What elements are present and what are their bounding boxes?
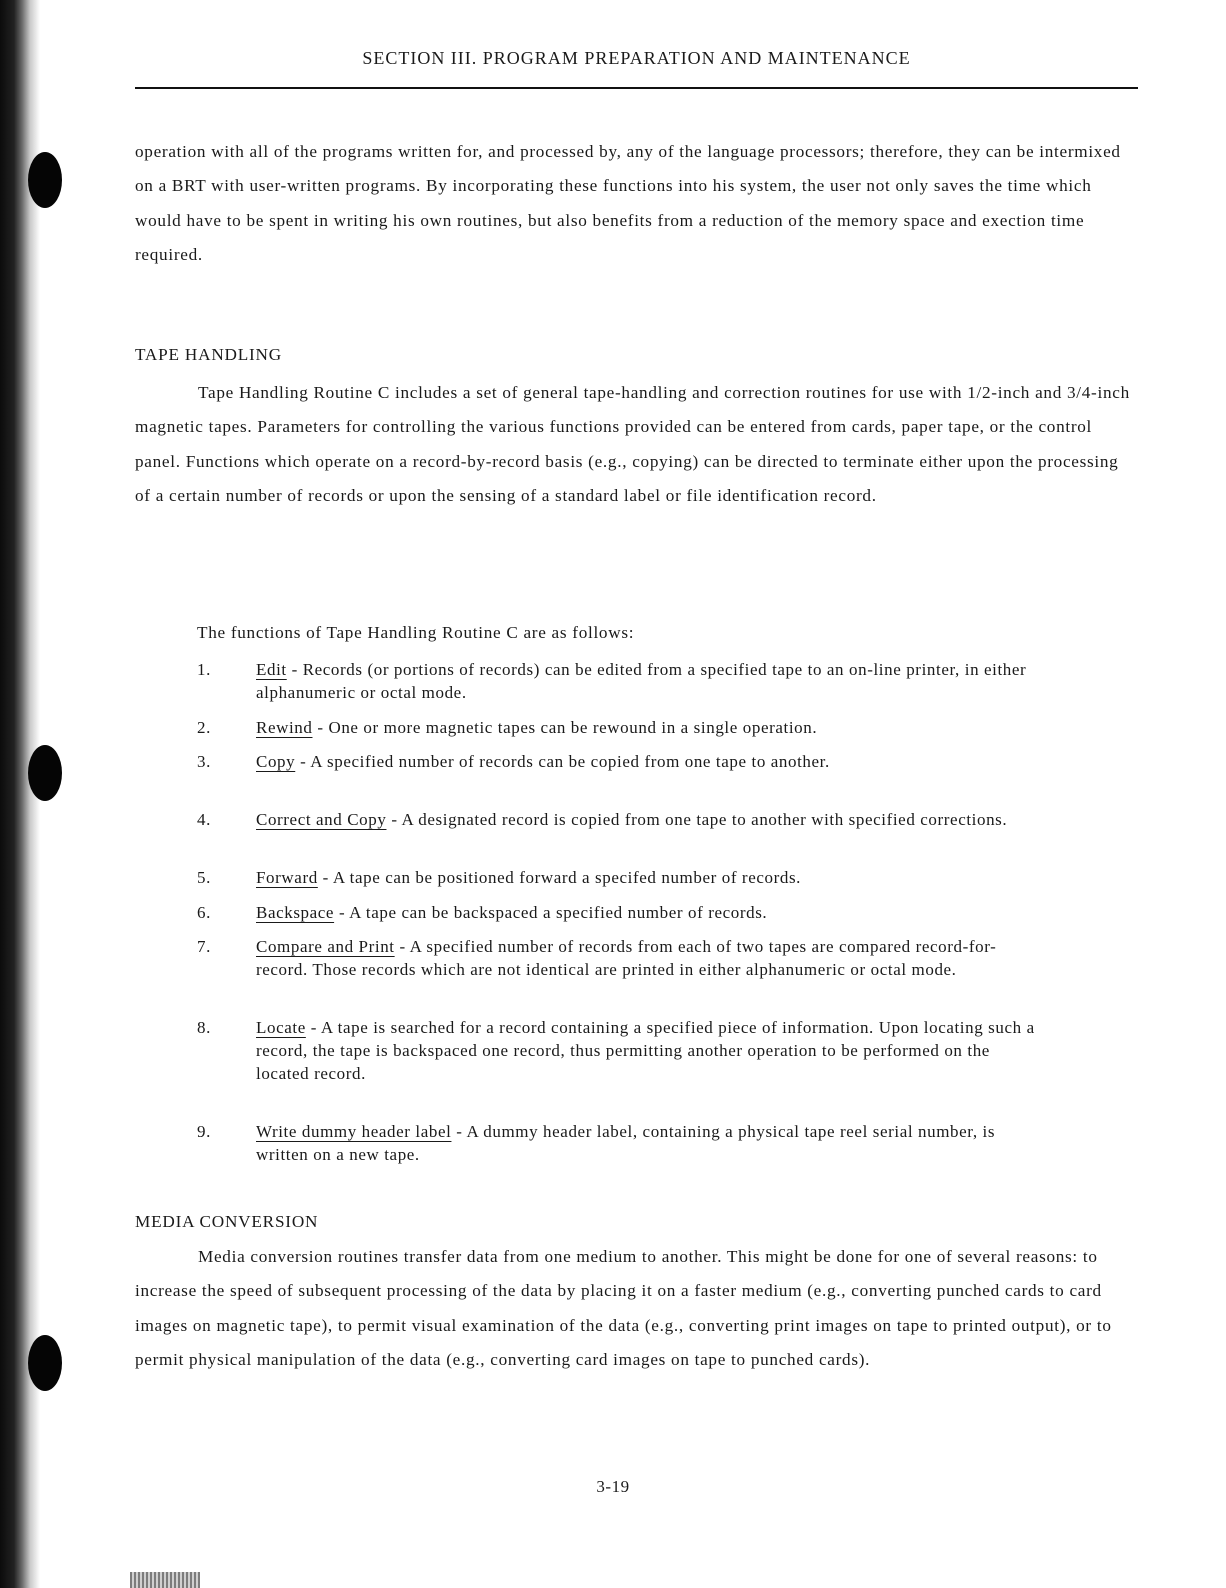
list-intro: The functions of Tape Handling Routine C are as follows:	[197, 623, 635, 642]
list-item-text: - A dummy header label, containing a physical tape reel serial number, is written on a new tape.	[256, 1122, 996, 1164]
list-item-term: Backspace	[256, 903, 335, 922]
list-item-text: - A tape can be positioned forward a specifed number of records.	[317, 868, 802, 887]
page-number: 3-19	[596, 1477, 630, 1496]
list-item	[197, 1016, 1047, 1085]
list-item-term: Rewind	[256, 718, 313, 737]
list-item	[197, 1120, 1047, 1166]
tape-handling-paragraph: Tape Handling Routine C includes a set of general tape-handling and correction routines for use with 1/2-inch and 3/4-inch magnetic tapes. Parameters for controlling the various functions provided can be entered from cards, paper tape, or the control panel. Functions which operate on a record-by-record basis (e.g., copying) can be directed to terminate either upon the processing of a certain number of records or upon the sensing of a standard label or file identification record.	[135, 383, 1130, 506]
list-item	[197, 716, 1047, 739]
list-item-term: Compare and Print	[256, 937, 395, 956]
list-item-text: - A specified number of records from each of two tapes are compared record-for-record. Those records which are not identical are printed in either alphanumeric or octal mode.	[256, 937, 997, 979]
section-heading-media-conversion: MEDIA CONVERSION	[135, 1212, 319, 1231]
intro-paragraph: operation with all of the programs written for, and processed by, any of the language processors; therefore, they can be intermixed on a BRT with user-written programs. By incorporating these functions into his system, the user not only saves the time which would have to be spent in writing his own routines, but also benefits from a reduction of the memory space and exection time required.	[135, 142, 1121, 265]
list-item	[197, 808, 1047, 831]
list-item	[197, 658, 1047, 704]
list-item	[197, 935, 1047, 981]
list-item-number: 5.	[197, 868, 211, 887]
list-item-number: 9.	[197, 1122, 211, 1141]
list-item-term: Copy	[256, 752, 296, 771]
list-item-number: 2.	[197, 718, 211, 737]
list-item-number: 4.	[197, 810, 211, 829]
punch-hole-icon	[28, 1335, 62, 1391]
list-item-term: Edit	[256, 660, 287, 679]
list-item	[197, 901, 1047, 924]
list-item-number: 7.	[197, 937, 211, 956]
list-item-text: - A tape can be backspaced a specified number of records.	[334, 903, 768, 922]
list-item-term: Forward	[256, 868, 318, 887]
header-rule	[135, 87, 1138, 89]
punch-hole-icon	[28, 152, 62, 208]
list-item	[197, 866, 1047, 889]
media-conversion-paragraph: Media conversion routines transfer data from one medium to another. This might be done for one of several reasons: to increase the speed of subsequent processing of the data by placing it on a faster medium (e.g., converting punched cards to card images on magnetic tape), to permit visual examination of the data (e.g., converting print images on tape to printed output), or to permit physical manipulation of the data (e.g., converting card images on tape to punched cards).	[135, 1247, 1112, 1370]
list-item-term: Correct and Copy	[256, 810, 387, 829]
list-item-text: - One or more magnetic tapes can be rewound in a single operation.	[312, 718, 818, 737]
punch-hole-icon	[28, 745, 62, 801]
section-heading-tape-handling: TAPE HANDLING	[135, 345, 282, 364]
list-item-text: - A designated record is copied from one tape to another with specified corrections.	[386, 810, 1008, 829]
list-item-text: - A tape is searched for a record containing a specified piece of information. Upon locating such a record, the tape is backspaced one record, thus permitting another operation to be performed on the located record.	[256, 1018, 1035, 1083]
list-item-number: 1.	[197, 660, 211, 679]
list-item-term: Locate	[256, 1018, 306, 1037]
list-item-number: 6.	[197, 903, 211, 922]
page-header: SECTION III. PROGRAM PREPARATION AND MAINTENANCE	[362, 48, 911, 68]
list-item	[197, 750, 1047, 773]
list-item-number: 3.	[197, 752, 211, 771]
list-item-text: - Records (or portions of records) can be edited from a specified tape to an on-line printer, in either alphanumeric or octal mode.	[256, 660, 1027, 702]
list-item-number: 8.	[197, 1018, 211, 1037]
scan-artifact	[130, 1572, 200, 1588]
list-item-text: - A specified number of records can be copied from one tape to another.	[295, 752, 830, 771]
list-item-term: Write dummy header label	[256, 1122, 452, 1141]
